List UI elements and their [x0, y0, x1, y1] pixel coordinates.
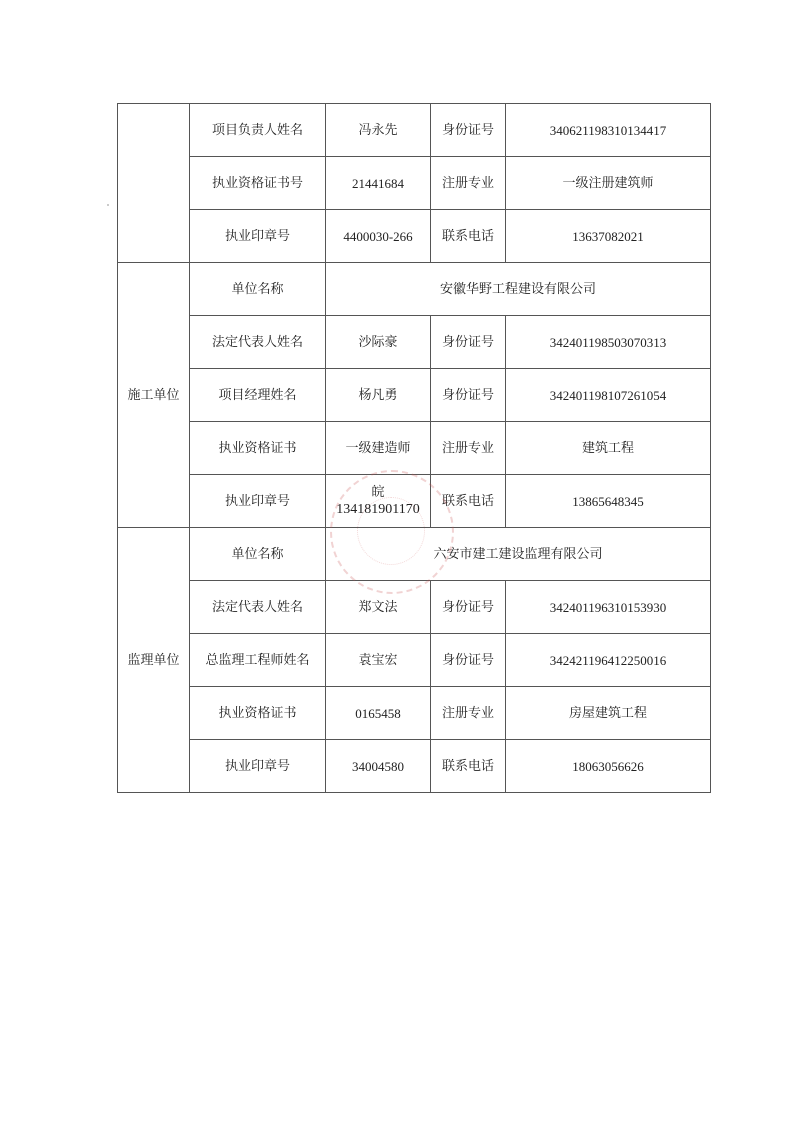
table-row	[118, 740, 711, 793]
table-row	[118, 369, 711, 422]
field-value: 342401198503070313	[506, 316, 711, 369]
field-value: 房屋建筑工程	[506, 687, 711, 740]
field-value: 郑文法	[326, 581, 431, 634]
unit-name-value: 六安市建工建设监理有限公司	[326, 528, 711, 581]
field-value: 0165458	[326, 687, 431, 740]
seal-prefix: 皖	[371, 485, 385, 500]
field-label: 联系电话	[431, 210, 506, 263]
field-label: 执业资格证书	[190, 687, 326, 740]
field-label: 身份证号	[431, 581, 506, 634]
field-label: 法定代表人姓名	[190, 316, 326, 369]
table-row	[118, 475, 711, 528]
field-label: 身份证号	[431, 634, 506, 687]
unit-name-value: 安徽华野工程建设有限公司	[326, 263, 711, 316]
table-row	[118, 263, 711, 316]
field-value: 340621198310134417	[506, 104, 711, 157]
table-row	[118, 528, 711, 581]
table-row	[118, 422, 711, 475]
table-row	[118, 687, 711, 740]
field-label: 执业资格证书	[190, 422, 326, 475]
field-label: 总监理工程师姓名	[190, 634, 326, 687]
field-value: 建筑工程	[506, 422, 711, 475]
unit-cell-continued	[118, 104, 190, 263]
field-value: 21441684	[326, 157, 431, 210]
field-label: 法定代表人姓名	[190, 581, 326, 634]
field-value: 一级建造师	[326, 422, 431, 475]
field-value: 342401196310153930	[506, 581, 711, 634]
field-value: 沙际豪	[326, 316, 431, 369]
unit-label-supervision: 监理单位	[118, 528, 190, 793]
field-label: 执业印章号	[190, 475, 326, 528]
table-row	[118, 157, 711, 210]
table-row	[118, 634, 711, 687]
field-label: 联系电话	[431, 475, 506, 528]
field-label: 注册专业	[431, 157, 506, 210]
field-value: 袁宝宏	[326, 634, 431, 687]
field-label: 注册专业	[431, 422, 506, 475]
field-label: 联系电话	[431, 740, 506, 793]
field-label: 项目负责人姓名	[190, 104, 326, 157]
field-label: 注册专业	[431, 687, 506, 740]
field-value: 杨凡勇	[326, 369, 431, 422]
field-value: 4400030-266	[326, 210, 431, 263]
table-row	[118, 316, 711, 369]
field-value: 13865648345	[506, 475, 711, 528]
field-label: 执业印章号	[190, 740, 326, 793]
seal-number: 134181901170	[336, 502, 420, 517]
field-value: 冯永先	[326, 104, 431, 157]
field-label: 身份证号	[431, 369, 506, 422]
field-label: 执业印章号	[190, 210, 326, 263]
table-row	[118, 104, 711, 157]
field-label: 执业资格证书号	[190, 157, 326, 210]
field-value: 34004580	[326, 740, 431, 793]
table-row	[118, 210, 711, 263]
field-value: 18063056626	[506, 740, 711, 793]
table-row	[118, 581, 711, 634]
field-label: 身份证号	[431, 104, 506, 157]
field-label: 身份证号	[431, 316, 506, 369]
field-label: 项目经理姓名	[190, 369, 326, 422]
field-value: 一级注册建筑师	[506, 157, 711, 210]
field-value: 13637082021	[506, 210, 711, 263]
field-value: 342401198107261054	[506, 369, 711, 422]
unit-label-construction: 施工单位	[118, 263, 190, 528]
field-value: 342421196412250016	[506, 634, 711, 687]
field-value	[326, 475, 431, 528]
scan-speck	[107, 204, 109, 206]
field-label: 单位名称	[190, 528, 326, 581]
project-personnel-table	[117, 103, 711, 793]
field-label: 单位名称	[190, 263, 326, 316]
